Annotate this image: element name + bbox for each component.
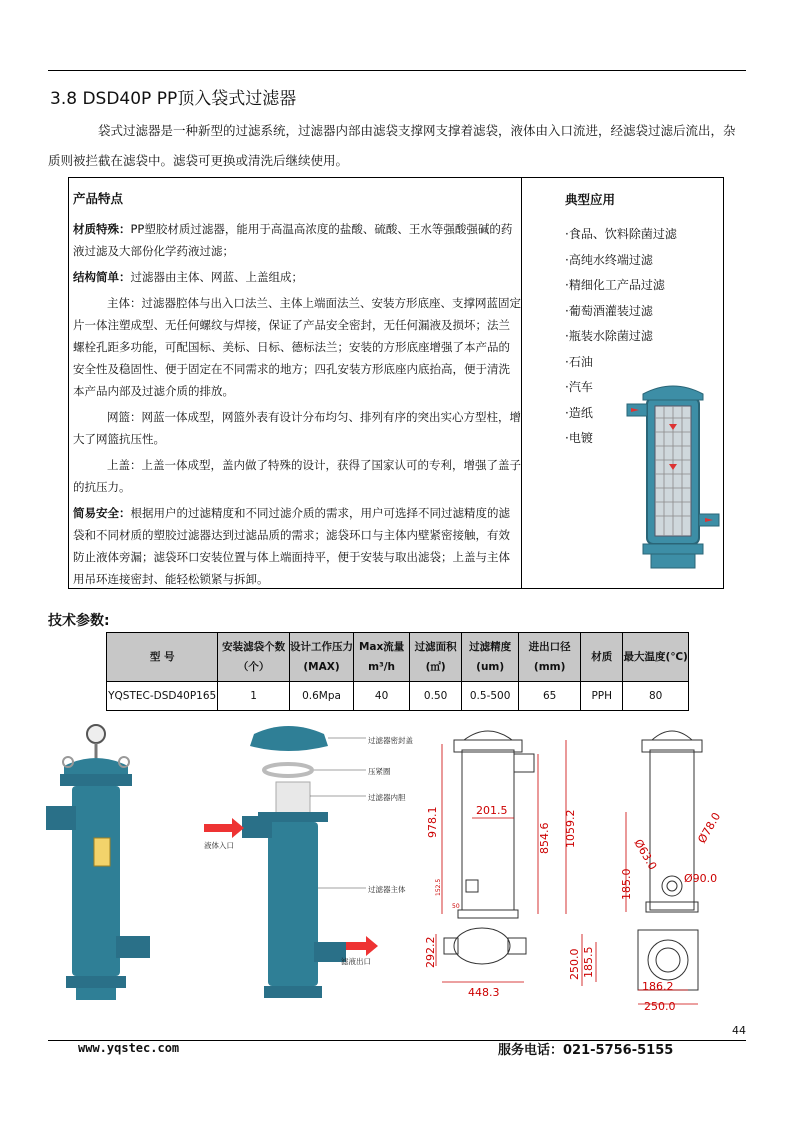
safety-label: 简易安全： (73, 506, 131, 520)
spec-header-cell: Max流量m³/h (354, 633, 410, 682)
page-title: 3.8 DSD40P PP顶入袋式过滤器 (50, 89, 297, 109)
filter-product-photo (44, 722, 174, 1002)
spec-cell: 0.6Mpa (289, 682, 353, 711)
spec-header-cell: 材质 (581, 633, 623, 682)
label-main-body: 过滤器主体 (368, 885, 406, 894)
application-item: ·精细化工产品过滤 (565, 278, 665, 292)
dim-phi-78: Ø78.0 (695, 810, 724, 846)
top-rule (48, 70, 746, 71)
label-press-ring: 压紧圈 (368, 767, 391, 776)
structure-paragraph (73, 266, 521, 288)
spec-cell: 80 (623, 682, 689, 711)
dim-250-a: 250.0 (568, 948, 581, 980)
dim-186-2: 186.2 (642, 980, 674, 993)
dim-152-5: 152.5 (435, 878, 442, 896)
spec-header-cell: 过滤精度(um) (462, 633, 519, 682)
filter-cutaway-illustration (625, 384, 721, 570)
basket-paragraph: 网篮：网蓝一体成型，网篮外表有设计分布均匀、排列有序的突出实心方型柱，增大了网篮抗压性。 (73, 410, 521, 446)
label-inner-bladder: 过滤器内胆 (368, 793, 406, 802)
dim-50: 50 (452, 903, 460, 910)
spec-table (106, 632, 689, 711)
application-item: ·汽车 (565, 380, 593, 394)
spec-header-cell: 安装滤袋个数（个） (218, 633, 290, 682)
engineering-drawings (420, 714, 750, 1012)
intro-paragraph: 袋式过滤器是一种新型的过滤系统，过滤器内部由滤袋支撑网支撑着滤袋，液体由入口流进，经滤袋过滤后流出，杂质则被拦截在滤袋中。滤袋可更换或清洗后继续使用。 (48, 123, 736, 168)
features-column (73, 188, 521, 594)
dim-1059-2: 1059.2 (564, 809, 577, 848)
body-paragraph: 主体：过滤器腔体与出入口法兰、主体上端面法兰、安装方形底座、支撑网蓝固定片一体注塑成型、无任何螺纹与焊接，保证了产品安全密封，无任何漏液及损坏；法兰螺栓孔距多功能，可配国标、美标、日标、德标法兰；安装的方形底座增强了本产品的安全性及稳固性、便于固定在不同需求的地方；四孔安装方形底座内底抬高，便于清洗本产品内部及过滤介质的排放。 (73, 296, 521, 398)
tech-params-title: 技术参数: (48, 613, 110, 629)
spec-header-cell: 设计工作压力(MAX) (289, 633, 353, 682)
page-number: 44 (732, 1024, 746, 1037)
spec-cell: PPH (581, 682, 623, 711)
application-item: ·石油 (565, 354, 593, 369)
material-label: 材质特殊： (73, 222, 131, 236)
spec-cell: 0.50 (410, 682, 462, 711)
application-item: ·瓶装水除菌过滤 (565, 329, 653, 343)
spec-header-cell: 型 号 (107, 633, 218, 682)
structure-text: 过滤器由主体、网蓝、上盖组成； (130, 270, 303, 284)
dim-185: 185.0 (620, 868, 633, 900)
label-outlet: 滤液出口 (341, 957, 371, 966)
safety-paragraph (73, 502, 521, 590)
footer-phone: 服务电话：021-5756-5155 (498, 1043, 674, 1058)
dim-phi-63: Ø63.0 (631, 837, 660, 873)
spec-cell: YQSTEC-DSD40P165 (107, 682, 218, 711)
application-item: ·高纯水终端过滤 (565, 252, 653, 267)
label-seal-cover: 过滤器密封盖 (368, 736, 413, 745)
application-item: ·食品、饮料除菌过滤 (565, 227, 677, 241)
column-divider (521, 178, 522, 588)
cover-paragraph: 上盖：上盖一体成型，盖内做了特殊的设计，获得了国家认可的专利，增强了盖子的抗压力。 (73, 458, 521, 494)
dim-854-6: 854.6 (538, 822, 551, 854)
safety-text: 根据用户的过滤精度和不同过滤介质的需求，用户可选择不同过滤精度的滤袋和不同材质的塑胶过滤器达到过滤品质的需求；滤袋环口与主体内壁紧密接触，有效防止液体旁漏；滤袋环口安装位置与体上端面持平，便于安装与取出滤袋；上盖与主体用吊环连接密封、能轻松锁紧与拆卸。 (73, 506, 510, 586)
spec-cell: 0.5-500 (462, 682, 519, 711)
footer-website[interactable]: www.yqstec.com (78, 1041, 180, 1055)
spec-header-row (107, 633, 689, 682)
material-paragraph (73, 218, 521, 262)
label-inlet: 液体入口 (204, 841, 234, 850)
dim-250-b: 250.0 (644, 1000, 676, 1012)
dim-978-1: 978.1 (426, 806, 439, 838)
spec-cell: 65 (519, 682, 581, 711)
dim-201-5: 201.5 (476, 804, 508, 817)
applications-heading: 典型应用 (565, 192, 616, 207)
dim-292-2: 292.2 (424, 936, 437, 968)
features-heading: 产品特点 (73, 191, 124, 206)
spec-cell: 40 (354, 682, 410, 711)
dim-phi-90: Ø90.0 (684, 872, 718, 885)
application-item: ·造纸 (565, 405, 593, 420)
spec-header-cell: 进出口径(mm) (519, 633, 581, 682)
dim-185-5: 185.5 (582, 946, 595, 978)
material-text: PP塑胶材质过滤器，能用于高温高浓度的盐酸、硫酸、王水等强酸强碱的药液过滤及大部份化学药液过滤； (73, 222, 513, 258)
dim-448-3: 448.3 (468, 986, 500, 999)
filter-exploded-view (196, 716, 416, 1006)
structure-label: 结构简单： (73, 270, 131, 284)
table-row (107, 682, 689, 711)
application-item: ·电镀 (565, 431, 593, 445)
application-item: ·葡萄酒灌装过滤 (565, 303, 653, 318)
spec-cell: 1 (218, 682, 290, 711)
spec-header-cell: 最大温度(℃) (623, 633, 689, 682)
spec-header-cell: 过滤面积(㎡) (410, 633, 462, 682)
feature-box (68, 177, 724, 589)
